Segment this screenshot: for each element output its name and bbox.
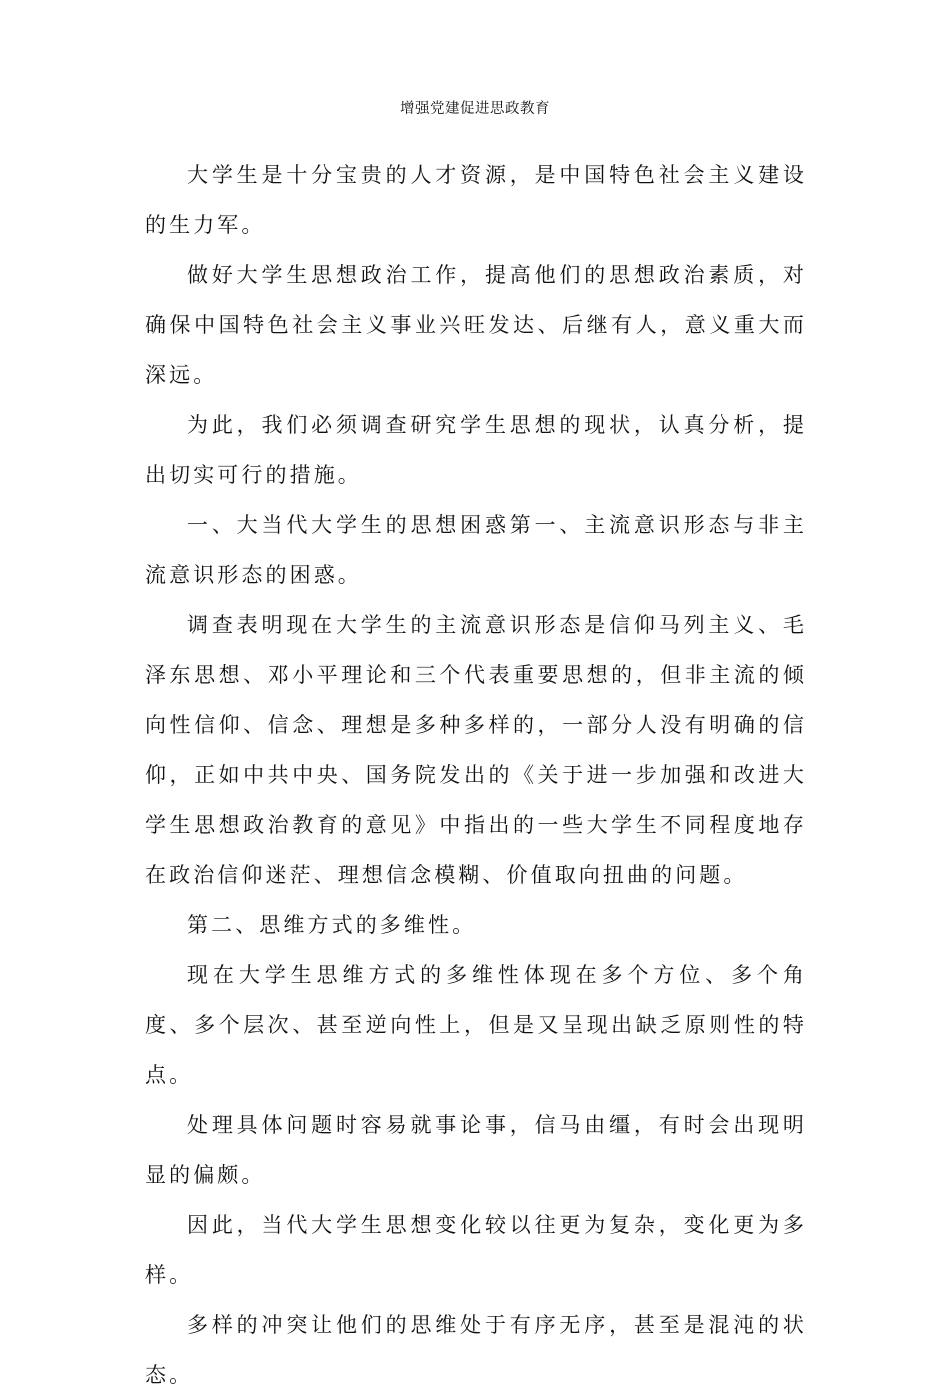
paragraph: 多样的冲突让他们的思维处于有序无序，甚至是混沌的状态。 [145, 1313, 807, 1387]
paragraph: 因此，当代大学生思想变化较以往更为复杂，变化更为多样。 [145, 1213, 807, 1287]
paragraph: 一、大当代大学生的思想困惑第一、主流意识形态与非主流意识形态的困惑。 [145, 513, 807, 587]
paragraph: 处理具体问题时容易就事论事，信马由缰，有时会出现明显的偏颇。 [145, 1113, 807, 1187]
paragraph: 第二、思维方式的多维性。 [187, 913, 477, 937]
paragraph: 为此，我们必须调查研究学生思想的现状，认真分析，提出切实可行的措施。 [145, 413, 807, 487]
paragraph: 调查表明现在大学生的主流意识形态是信仰马列主义、毛泽东思想、邓小平理论和三个代表重要思想的，但非主流的倾向性信仰、信念、理想是多种多样的，一部分人没有明确的信仰，正如中共中央、国务院发出的《关于进一步加强和改进大学生思想政治教育的意见》中指出的一些大学生不同程度地存在政治信仰迷茫、理想信念模糊、价值取向扭曲的问题。 [145, 613, 807, 887]
paragraph: 做好大学生思想政治工作，提高他们的思想政治素质，对确保中国特色社会主义事业兴旺发达、后继有人，意义重大而深远。 [145, 263, 807, 387]
paragraph: 大学生是十分宝贵的人才资源，是中国特色社会主义建设的生力军。 [145, 163, 807, 237]
document-body [145, 150, 807, 1400]
paragraph: 现在大学生思维方式的多维性体现在多个方位、多个角度、多个层次、甚至逆向性上，但是又呈现出缺乏原则性的特点。 [145, 963, 807, 1087]
document-title: 增强党建促进思政教育 [400, 101, 550, 117]
